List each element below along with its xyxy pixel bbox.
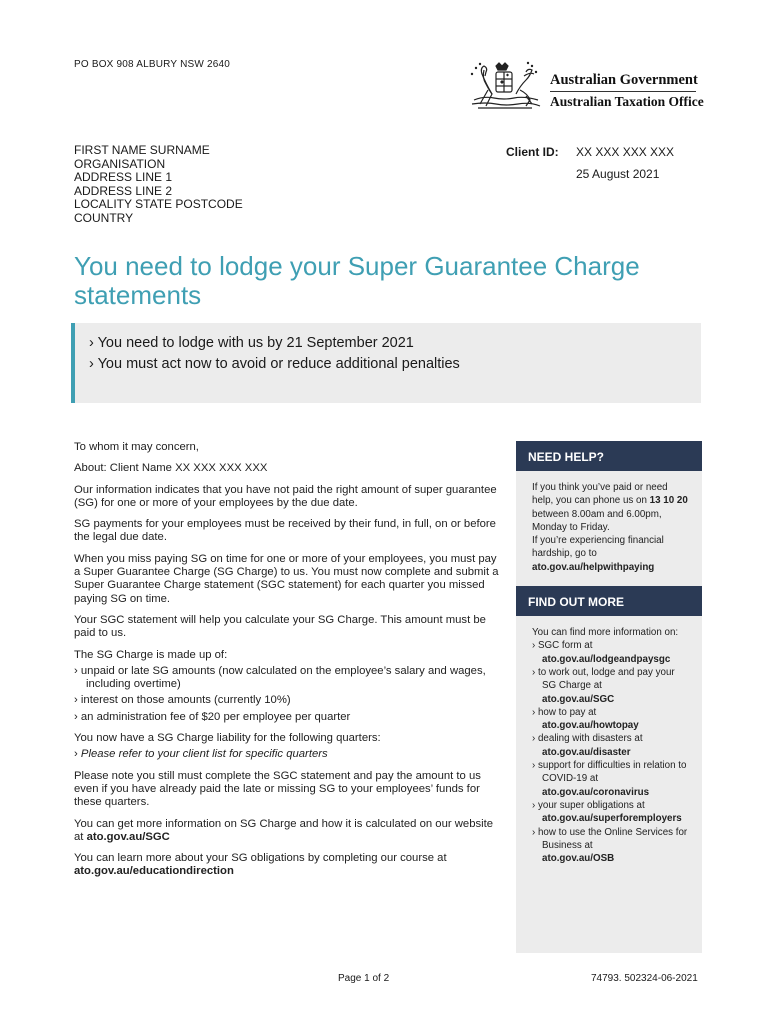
super-for-employers-link[interactable]: ato.gov.au/superforemployers (542, 813, 682, 825)
client-id (506, 145, 674, 159)
body-paragraph: You now have a SG Charge liability for the following quarters: (74, 732, 381, 745)
coronavirus-link[interactable]: ato.gov.au/coronavirus (542, 786, 650, 798)
list-item (532, 666, 690, 706)
need-help-heading: NEED HELP? (516, 441, 702, 471)
quarters-text: Please refer to your client list for specific quarters (80, 748, 328, 761)
client-id-value: XX XXX XXX XXX (576, 145, 675, 159)
document-reference: 74793. 502324-06-2021 (591, 973, 698, 984)
body-paragraph: Our information indicates that you have not paid the right amount of super guarantee (SG) for one or more of your employees by the due date. (74, 483, 497, 509)
list-item-text: › dealing with disasters at (532, 733, 643, 745)
australian-government-label: Australian Government (550, 72, 698, 88)
list-item-text: › support for difficulties in relation to COVID-19 at (532, 760, 687, 785)
quarters-item (74, 748, 500, 761)
list-item (532, 826, 690, 866)
find-out-more-intro: You can find more information on: (532, 627, 679, 639)
list-item-text: › how to pay at (532, 706, 597, 718)
find-out-more-list (516, 616, 702, 865)
body-paragraph: Your SGC statement will help you calculate your SG Charge. This amount must be paid to us. (74, 613, 486, 640)
body-paragraph (74, 852, 500, 879)
charge-component-item: › unpaid or late SG amounts (now calculated on the employee’s salary and wages, including overtime) (74, 664, 486, 691)
page-title: You need to lodge your Super Guarantee Charge statements (74, 251, 640, 310)
ato-label: Australian Taxation Office (550, 94, 704, 109)
list-item-text: › to work out, lodge and pay your SG Charge at (532, 666, 675, 692)
help-with-paying-link[interactable]: ato.gov.au/helpwithpaying (532, 561, 655, 573)
list-item (532, 799, 690, 826)
find-out-more-heading: FIND OUT MORE (516, 586, 702, 616)
recipient-address-line-2: ADDRESS LINE 2 (74, 183, 173, 198)
charge-component-item: › interest on those amounts (currently 10%) (74, 694, 291, 707)
help-phone-number[interactable]: 13 10 20 (649, 495, 688, 507)
sgc-info-text: You can get more information on SG Charge and how it is calculated on our website at (74, 817, 494, 843)
body-paragraph: SG payments for your employees must be received by their fund, in full, on or before the legal due date. (74, 518, 496, 544)
sidebar-panel (516, 441, 702, 953)
help-intro: If you think you’ve paid or need help, you can phone us on (532, 482, 668, 507)
recipient-country: COUNTRY (74, 210, 134, 225)
need-help-text (516, 471, 702, 574)
letter-date: 25 August 2021 (576, 167, 660, 181)
help-hours: between 8.00am and 6.00pm, Monday to Friday. (532, 508, 662, 533)
sgc-link[interactable]: ato.gov.au/SGC (86, 830, 170, 843)
logo-divider (550, 91, 696, 92)
sgc-sidebar-link[interactable]: ato.gov.au/SGC (542, 693, 615, 705)
letter-body (74, 441, 500, 887)
client-id-label: Client ID: (506, 145, 559, 159)
callout-point-deadline: › You need to lodge with us by 21 September 2021 (89, 335, 414, 351)
body-paragraph (74, 818, 500, 845)
quarters-chevron: › (74, 748, 81, 761)
list-item (532, 732, 690, 759)
list-item-text: › your super obligations at (532, 799, 645, 811)
body-paragraph: The SG Charge is made up of: (74, 648, 228, 661)
callout-point-penalties: › You must act now to avoid or reduce additional penalties (89, 356, 460, 372)
list-item-text: › SGC form at (532, 640, 593, 652)
recipient-locality: LOCALITY STATE POSTCODE (74, 197, 243, 211)
body-paragraph: When you miss paying SG on time for one or more of your employees, you must pay a Super Guarantee Charge (SG Charge) to us. You must now complete and submit a Super Guarantee Charge statement (SGC statement) for each quarter you missed paying SG on time. (74, 552, 499, 605)
how-to-pay-link[interactable]: ato.gov.au/howtopay (542, 720, 639, 732)
about-line: About: Client Name XX XXX XXX XXX (74, 462, 268, 475)
coat-of-arms-icon (466, 60, 546, 114)
charge-component-item: › an administration fee of $20 per employee per quarter (74, 710, 351, 723)
ato-logo (466, 60, 706, 116)
recipient-organisation: ORGANISATION (74, 156, 166, 171)
recipient-address (74, 144, 243, 225)
recipient-name: FIRST NAME SURNAME (74, 143, 210, 157)
key-points-callout (71, 323, 701, 403)
page-number: Page 1 of 2 (338, 973, 390, 984)
recipient-address-line-1: ADDRESS LINE 1 (74, 170, 173, 184)
list-item-text: › how to use the Online Services for Business at (532, 826, 688, 851)
osb-link[interactable]: ato.gov.au/OSB (542, 853, 615, 865)
greeting: To whom it may concern, (74, 441, 199, 453)
return-address: PO BOX 908 ALBURY NSW 2640 (74, 59, 231, 70)
body-paragraph: Please note you still must complete the SGC statement and pay the amount to us even if you have already paid the late or missing SG to your employees’ funds for these quarters. (74, 769, 481, 809)
education-direction-link[interactable]: ato.gov.au/educationdirection (74, 865, 234, 878)
list-item (532, 759, 690, 799)
hardship-text: If you’re experiencing financial hardship, go to (532, 535, 664, 560)
course-info-text: You can learn more about your SG obligations by completing our course at (74, 852, 447, 865)
disaster-link[interactable]: ato.gov.au/disaster (542, 746, 631, 758)
lodge-and-pay-sgc-link[interactable]: ato.gov.au/lodgeandpaysgc (542, 653, 671, 665)
list-item (532, 706, 690, 733)
list-item (532, 639, 690, 666)
